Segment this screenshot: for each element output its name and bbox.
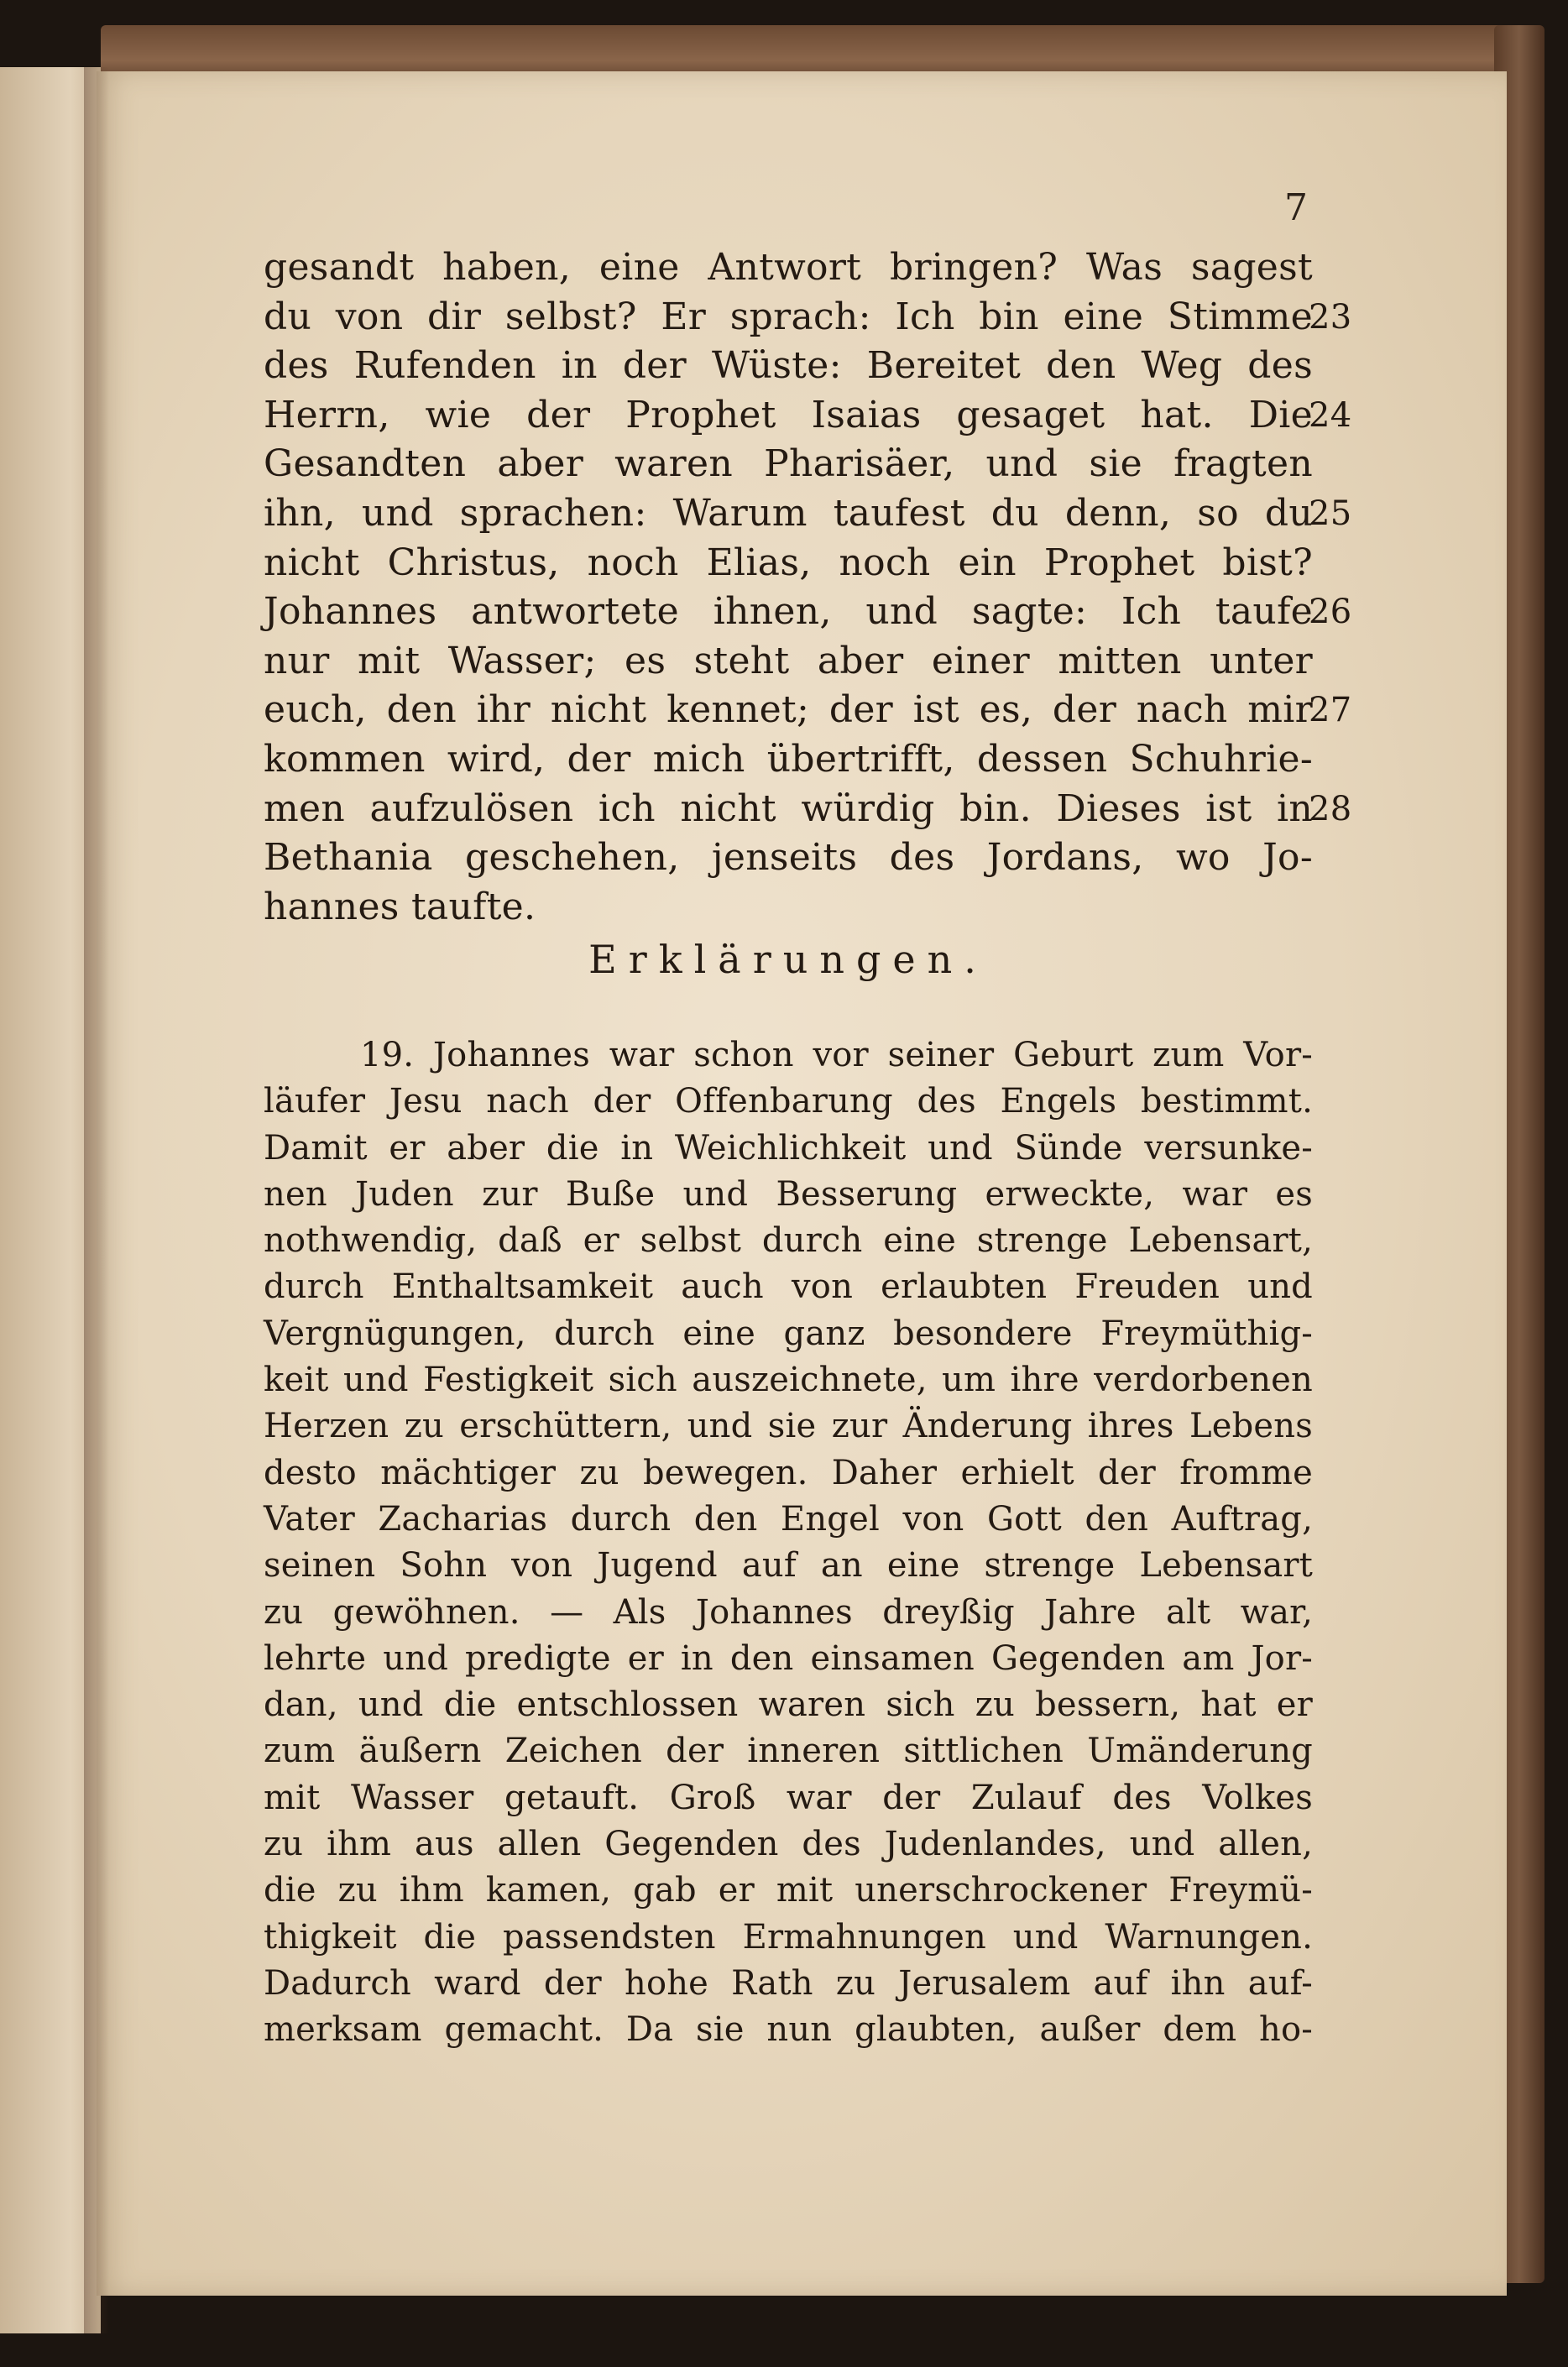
commentary-line: Herzen zu erschüttern, und sie zur Änderung ihres Lebens (264, 1407, 1313, 1446)
commentary-line: mit Wasser getauft. Groß war der Zulauf des Volkes (264, 1778, 1313, 1817)
commentary-line: thigkeit die passendsten Ermahnungen und Warnungen. (264, 1917, 1313, 1957)
verse-line: ihn, und sprachen: Warum taufest du denn, so du 25 (264, 489, 1313, 539)
verse-line: euch, den ihr nicht kennet; der ist es, der nach mir 27 (264, 686, 1313, 735)
verse-number: 28 (1309, 789, 1352, 828)
verse-line: hannes taufte. (264, 885, 536, 928)
commentary-line: dan, und die entschlossen waren sich zu bessern, hat er (264, 1685, 1313, 1725)
verse-line: gesandt haben, eine Antwort bringen? Was sagest (264, 246, 1313, 289)
commentary-text (264, 1032, 1313, 2054)
commentary-line: zu ihm aus allen Gegenden des Judenlandes, und allen, (264, 1825, 1313, 1864)
verse-number: 23 (1309, 297, 1352, 337)
verse-line: des Rufenden in der Wüste: Bereitet den Weg des (264, 344, 1313, 388)
verse-line: du von dir selbst? Er sprach: Ich bin eine Stimme 23 (264, 293, 1313, 342)
verse-number: 27 (1309, 691, 1352, 730)
verse-line: kommen wird, der mich übertrifft, dessen Schuhrie- (264, 737, 1313, 781)
page-gutter-shadow (84, 67, 109, 2333)
commentary-line: zum äußern Zeichen der inneren sittlichen Umänderung (264, 1732, 1313, 1771)
page-number: 7 (1284, 186, 1308, 229)
commentary-line: 19. Johannes war schon vor seiner Geburt zum Vor- (360, 1036, 1313, 1074)
commentary-line: seinen Sohn von Jugend auf an eine strenge Lebensart (264, 1546, 1313, 1586)
commentary-line: desto mächtiger zu bewegen. Daher erhielt der fromme (264, 1453, 1313, 1492)
text-block (264, 243, 1352, 2050)
verse-number: 24 (1309, 395, 1352, 435)
commentary-line: durch Enthaltsamkeit auch von erlaubten Freuden und (264, 1267, 1313, 1307)
verse-line: men aufzulösen ich nicht würdig bin. Dieses ist in 28 (264, 785, 1313, 834)
commentary-line: zu gewöhnen. — Als Johannes dreyßig Jahre alt war, (264, 1592, 1313, 1632)
section-heading: Erklärungen. (588, 937, 988, 982)
verse-line: nicht Christus, noch Elias, noch ein Prophet bist? (264, 541, 1313, 584)
commentary-line: nothwendig, daß er selbst durch eine strenge Lebensart, (264, 1221, 1313, 1261)
verse-line: Gesandten aber waren Pharisäer, und sie fragten (264, 442, 1313, 486)
verse-line: Bethania geschehen, jenseits des Jordans, wo Jo- (264, 836, 1313, 880)
commentary-line: die zu ihm kamen, gab er mit unerschrockener Freymü- (264, 1871, 1313, 1910)
commentary-line: lehrte und predigte er in den einsamen Gegenden am Jor- (264, 1638, 1313, 1678)
commentary-line: Vater Zacharias durch den Engel von Gott den Auftrag, (264, 1499, 1313, 1539)
commentary-line: merksam gemacht. Da sie nun glaubten, außer dem ho- (264, 2010, 1313, 2050)
commentary-line: läufer Jesu nach der Offenbarung des Engels bestimmt. (264, 1082, 1313, 1121)
verse-number: 26 (1309, 593, 1352, 632)
commentary-line: nen Juden zur Buße und Besserung erweckte, war es (264, 1174, 1313, 1214)
commentary-line: Dadurch ward der hohe Rath zu Jerusalem auf ihn auf- (264, 1963, 1313, 2003)
commentary-line: Damit er aber die in Weichlichkeit und Sünde versunke- (264, 1128, 1313, 1168)
verse-number: 25 (1309, 494, 1352, 533)
verse-line: nur mit Wasser; es steht aber einer mitten unter (264, 639, 1313, 682)
scripture-text (264, 243, 1352, 932)
verse-line: Herrn, wie der Prophet Isaias gesaget hat. Die 24 (264, 391, 1313, 441)
verse-line: Johannes antwortete ihnen, und sagte: Ich taufe 26 (264, 588, 1313, 637)
commentary-line: Vergnügungen, durch eine ganz besondere Freymüthig- (264, 1314, 1313, 1353)
commentary-line: keit und Festigkeit sich auszeichnete, um ihre verdorbenen (264, 1361, 1313, 1400)
